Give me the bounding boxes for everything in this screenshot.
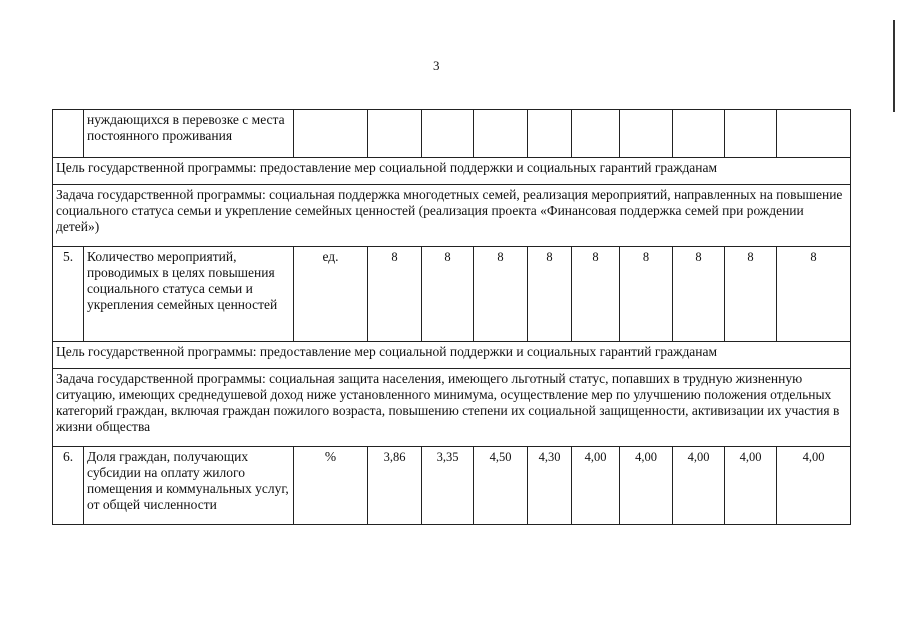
value-cell: 8	[777, 247, 851, 342]
value-cell	[368, 110, 422, 158]
unit-cell: %	[294, 447, 368, 525]
table-row-5	[53, 247, 851, 342]
goal-row	[53, 158, 851, 185]
task-row	[53, 369, 851, 447]
value-cell: 8	[572, 247, 620, 342]
value-cell: 8	[368, 247, 422, 342]
row-number-cell	[53, 110, 84, 158]
value-cell	[725, 110, 777, 158]
value-cell: 4,00	[620, 447, 673, 525]
indicator-name-cell: Доля граждан, получающих субсидии на оплату жилого помещения и коммунальных услуг, от общей численности	[84, 447, 294, 525]
task-text: Задача государственной программы: социальная защита населения, имеющего льготный статус, попавших в трудную жизненную ситуацию, имеющих среднедушевой доход ниже установленного минимума, осуществление мер по улучшению положения отдельных категорий граждан, включая граждан пожилого возраста, повышению степени их социальной защищенности, активизации их участия в жизни общества	[53, 369, 851, 447]
value-cell: 4,00	[725, 447, 777, 525]
value-cell: 4,50	[474, 447, 528, 525]
goal-text: Цель государственной программы: предоставление мер социальной поддержки и социальных гарантий гражданам	[53, 342, 851, 369]
indicator-name-cell: нуждающихся в перевозке с места постоянного проживания	[84, 110, 294, 158]
value-cell: 8	[725, 247, 777, 342]
indicator-name-cell: Количество мероприятий, проводимых в целях повышения социального статуса семьи и укрепления семейных ценностей	[84, 247, 294, 342]
scan-edge-line	[893, 20, 895, 112]
value-cell: 8	[474, 247, 528, 342]
value-cell: 8	[620, 247, 673, 342]
task-text: Задача государственной программы: социальная поддержка многодетных семей, реализация мероприятий, направленных на повышение социального статуса семьи и укрепление семейных ценностей (реализация проекта «Финансовая поддержка семей при рождении детей»)	[53, 185, 851, 247]
unit-cell	[294, 110, 368, 158]
goal-row	[53, 342, 851, 369]
value-cell	[572, 110, 620, 158]
goal-text: Цель государственной программы: предоставление мер социальной поддержки и социальных гарантий гражданам	[53, 158, 851, 185]
row-number-cell: 5.	[53, 247, 84, 342]
unit-cell: ед.	[294, 247, 368, 342]
value-cell: 8	[673, 247, 725, 342]
value-cell	[620, 110, 673, 158]
value-cell	[777, 110, 851, 158]
page-number: 3	[433, 58, 440, 73]
indicators-table	[52, 109, 851, 525]
value-cell: 8	[528, 247, 572, 342]
value-cell: 4,30	[528, 447, 572, 525]
value-cell	[422, 110, 474, 158]
value-cell: 4,00	[777, 447, 851, 525]
value-cell: 3,86	[368, 447, 422, 525]
value-cell: 4,00	[572, 447, 620, 525]
row-number-cell: 6.	[53, 447, 84, 525]
value-cell: 4,00	[673, 447, 725, 525]
value-cell: 3,35	[422, 447, 474, 525]
table-row-6	[53, 447, 851, 525]
value-cell	[528, 110, 572, 158]
table-row-continuation	[53, 110, 851, 158]
value-cell	[673, 110, 725, 158]
value-cell: 8	[422, 247, 474, 342]
task-row	[53, 185, 851, 247]
value-cell	[474, 110, 528, 158]
